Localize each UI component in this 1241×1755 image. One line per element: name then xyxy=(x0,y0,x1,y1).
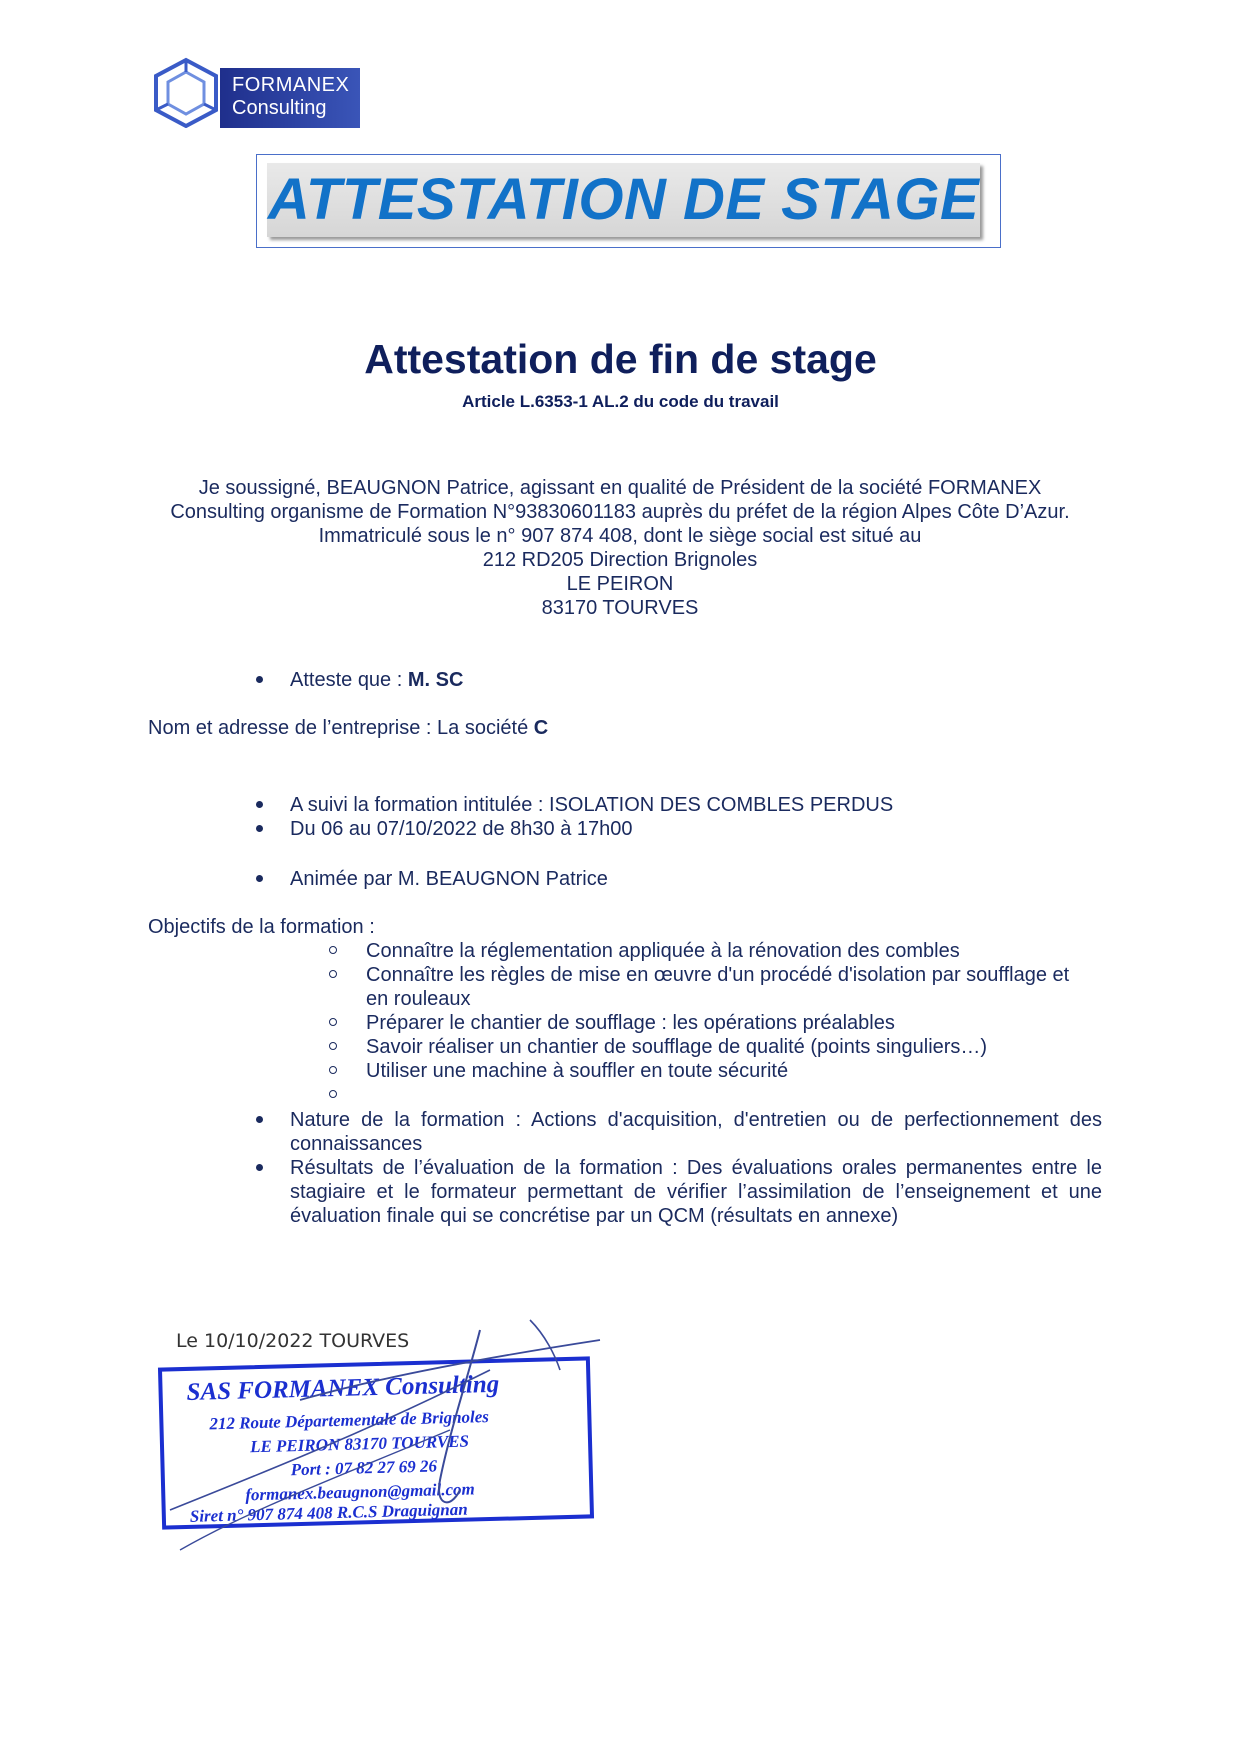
intro-line: LE PEIRON xyxy=(566,573,674,595)
sub-bullet-icon xyxy=(329,1066,337,1074)
signature-date: Le 10/10/2022 TOURVES xyxy=(176,1330,410,1352)
stamp-phone: Port : 07 82 27 69 26 xyxy=(290,1456,438,1480)
company-label: Nom et adresse de l’entreprise : La société xyxy=(148,717,534,739)
bullet-icon xyxy=(256,1164,263,1171)
bullet-icon xyxy=(256,676,263,683)
bullet-icon xyxy=(256,875,263,882)
intro-line: Consulting organisme de Formation N°93830601183 auprès du préfet de la région Alpes Côte D’Azur. xyxy=(170,501,1070,523)
stamp-address: 212 Route Départementale de Brignoles xyxy=(209,1407,490,1434)
intro-line: Immatriculé sous le n° 907 874 408, dont le siège social est situé au xyxy=(318,525,922,547)
attest-line xyxy=(290,668,463,692)
formanex-logo-icon xyxy=(150,56,222,128)
objectives-label: Objectifs de la formation : xyxy=(148,916,375,938)
sub-bullet-icon xyxy=(329,1018,337,1026)
sub-bullet-icon xyxy=(329,1042,337,1050)
intro-line: 83170 TOURVES xyxy=(541,597,699,619)
banner-title: ATTESTATION DE STAGE xyxy=(267,167,980,232)
objective-item: Utiliser une machine à souffler en toute sécurité xyxy=(366,1060,789,1082)
handwritten-signature-icon xyxy=(150,1310,610,1560)
stamp-email: formanex.beaugnon@gmail.com xyxy=(245,1479,475,1505)
trainee-name: M. SC xyxy=(407,669,464,691)
title-banner xyxy=(256,154,1001,248)
intro-paragraph xyxy=(130,476,1110,620)
sub-bullet-icon xyxy=(329,970,337,978)
logo-line-1: FORMANEX xyxy=(232,74,350,96)
objective-item: Préparer le chantier de soufflage : les opérations préalables xyxy=(366,1012,895,1034)
bullet-icon xyxy=(256,801,263,808)
stamp-siret: Siret n° 907 874 408 R.C.S Draguignan xyxy=(189,1499,468,1526)
intro-line: Je soussigné, BEAUGNON Patrice, agissant en qualité de Président de la société FORMANEX xyxy=(198,477,1042,499)
company-name: C xyxy=(533,717,549,739)
logo-wordmark xyxy=(220,68,360,128)
training-trainer: Animée par M. BEAUGNON Patrice xyxy=(290,868,608,890)
stamp-company: SAS FORMANEX Consulting xyxy=(186,1370,500,1406)
objective-item: Connaître les règles de mise en œuvre d'un procédé d'isolation par soufflage et xyxy=(366,964,1070,986)
objective-item: Savoir réaliser un chantier de soufflage de qualité (points singuliers…) xyxy=(366,1036,988,1058)
logo-line-2: Consulting xyxy=(232,97,327,119)
evaluation-results: Résultats de l’évaluation de la formation : Des évaluations orales permanentes entre le stagiaire et le formateur permettant de vérifier l’assimilation de l’enseignement et une évaluation finale qui se concrétise par un QCM (résultats en annexe) xyxy=(290,1157,1102,1227)
company-logo xyxy=(150,56,360,128)
stamp-city: LE PEIRON 83170 TOURVES xyxy=(249,1431,470,1457)
intro-line: 212 RD205 Direction Brignoles xyxy=(482,549,758,571)
page-title: Attestation de fin de stage xyxy=(364,336,877,382)
bullet-icon xyxy=(256,1116,263,1123)
page-subtitle: Article L.6353-1 AL.2 du code du travail xyxy=(462,392,779,411)
company-line xyxy=(148,716,548,740)
objective-item: Connaître la réglementation appliquée à la rénovation des combles xyxy=(366,940,960,962)
banner-plate xyxy=(267,163,980,237)
training-nature: Nature de la formation : Actions d'acquisition, d'entretien ou de perfectionnement des connaissances xyxy=(290,1109,1102,1155)
training-dates: Du 06 au 07/10/2022 de 8h30 à 17h00 xyxy=(290,818,633,840)
training-title: A suivi la formation intitulée : ISOLATION DES COMBLES PERDUS xyxy=(290,794,894,816)
sub-bullet-icon xyxy=(329,1090,337,1098)
objective-item-continued: en rouleaux xyxy=(366,988,471,1010)
attest-label: Atteste que : xyxy=(290,669,408,691)
sub-bullet-icon xyxy=(329,946,337,954)
bullet-icon xyxy=(256,825,263,832)
